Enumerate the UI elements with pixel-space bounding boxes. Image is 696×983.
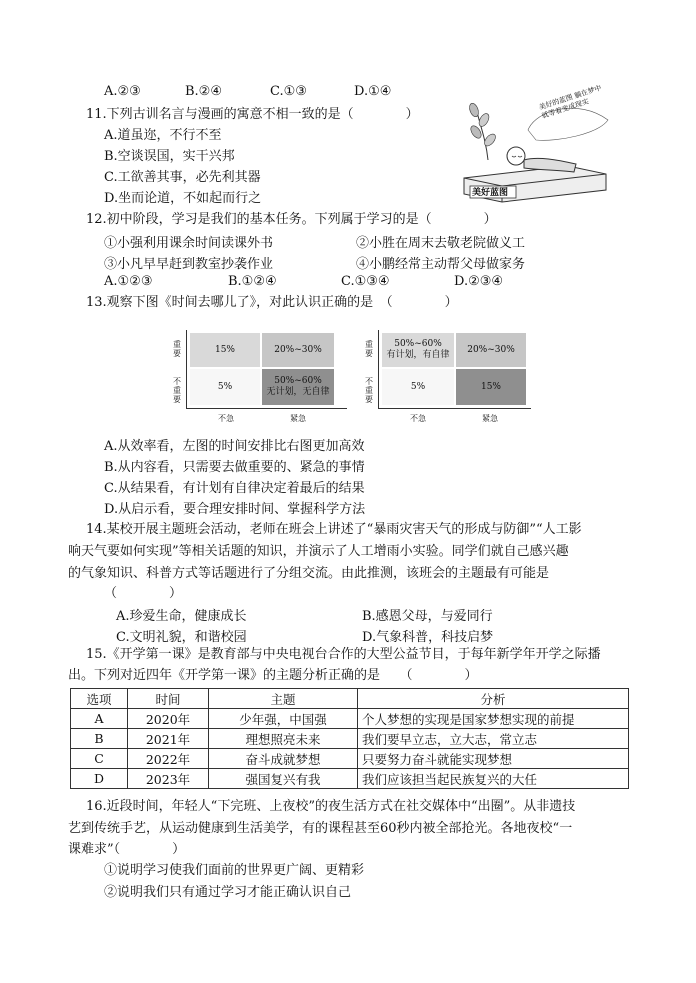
left-x-left-label: 不急 — [218, 414, 234, 423]
left-y-bottom-label: 不重要 — [173, 377, 181, 404]
cell-year: 2023年 — [128, 769, 209, 789]
left-cell-important-urgent: 20%~30% — [262, 333, 334, 367]
q10-option-a[interactable]: A.②③ — [104, 84, 141, 99]
right-cell-important-urgent: 20%~30% — [456, 333, 526, 367]
cell-analysis: 我们要早立志，立大志，常立志 — [358, 729, 629, 749]
q14-line-1: 14.某校开展主题班会活动，老师在班会上讲述了“暴雨灾害天气的形成与防御”“人工影 — [86, 522, 582, 537]
cell-option: C — [71, 749, 128, 769]
table-row — [71, 709, 629, 729]
q11-option-d[interactable]: D.坐而论道，不如起而行之 — [104, 191, 262, 206]
q16-line-2: 艺到传统手艺，从运动健康到生活美学，有的课程甚至60秒内被全部抢光。各地夜校“一 — [68, 821, 573, 836]
q12-option-a[interactable]: A.①②③ — [104, 274, 153, 289]
q14-option-c[interactable]: C.文明礼貌，和谐校园 — [116, 630, 247, 645]
q10-option-d[interactable]: D.①④ — [354, 84, 392, 99]
q16-item-2: ②说明我们只有通过学习才能正确认识自己 — [104, 885, 352, 900]
right-cell-unimportant-not-urgent: 5% — [382, 369, 454, 405]
q13-option-b[interactable]: B.从内容看，只需要去做重要的、紧急的事情 — [104, 460, 365, 475]
q11-option-b[interactable]: B.空谈误国，实干兴邦 — [104, 149, 235, 164]
table-row — [71, 749, 629, 769]
right-y-bottom-label: 不重要 — [365, 377, 373, 404]
q14-option-d[interactable]: D.气象科普，科技启梦 — [362, 630, 494, 645]
q15-table — [70, 688, 629, 789]
right-cell-important-not-urgent: 50%~60% 有计划，有自律 — [382, 333, 454, 367]
q13-option-d[interactable]: D.从启示看，要合理安排时间、掌握科学方法 — [104, 502, 366, 517]
table-row — [71, 769, 629, 789]
q15-line-1: 15.《开学第一课》是教育部与中央电视台合作的大型公益节目，于每年新学年开学之际播 — [86, 647, 601, 662]
header-option: 选项 — [71, 689, 128, 709]
q12-item-3: ③小凡早早赶到教室抄袭作业 — [104, 257, 274, 272]
q10-option-c[interactable]: C.①③ — [270, 84, 307, 99]
cell-analysis: 个人梦想的实现是国家梦想实现的前提 — [358, 709, 629, 729]
cell-theme: 理想照亮未来 — [209, 729, 358, 749]
q16-line-3: 课难求”（ ） — [68, 842, 186, 857]
header-analysis: 分析 — [358, 689, 629, 709]
q14-line-4: （ ） — [104, 586, 183, 601]
cell-analysis: 我们应该担当起民族复兴的大任 — [358, 769, 629, 789]
q11-option-c[interactable]: C.工欲善其事，必先利其器 — [104, 170, 261, 185]
left-x-right-label: 紧急 — [290, 414, 306, 423]
cell-theme: 强国复兴有我 — [209, 769, 358, 789]
cell-theme: 少年强，中国强 — [209, 709, 358, 729]
q13-option-c[interactable]: C.从结果看，有计划有自律决定着最后的结果 — [104, 481, 365, 496]
cell-option: A — [71, 709, 128, 729]
q12-option-c[interactable]: C.①③④ — [341, 274, 390, 289]
left-cell-unimportant-not-urgent: 5% — [190, 369, 260, 405]
cell-analysis: 只要努力奋斗就能实现梦想 — [358, 749, 629, 769]
right-cell-unimportant-urgent: 15% — [456, 369, 526, 405]
q16-item-1: ①说明学习使我们面前的世界更广阔、更精彩 — [104, 863, 365, 878]
q11-option-a[interactable]: A.道虽迩，不行不至 — [104, 128, 222, 143]
right-y-top-label: 重要 — [365, 340, 373, 358]
q11-stem: 11.下列古训名言与漫画的寓意不相一致的是（ ） — [86, 107, 419, 122]
q12-item-1: ①小强利用课余时间读课外书 — [104, 236, 274, 251]
q14-line-3: 的气象知识、科普方式等话题进行了分组交流。由此推测，该班会的主题最有可能是 — [68, 566, 550, 581]
q16-line-1: 16.近段时间，年轻人“下完班、上夜校”的夜生活方式在社交媒体中“出圈”。从非遗技 — [86, 799, 576, 814]
q12-item-2: ②小胜在周末去敬老院做义工 — [356, 236, 526, 251]
right-x-left-label: 不急 — [410, 414, 426, 423]
cell-option: B — [71, 729, 128, 749]
cell-option: D — [71, 769, 128, 789]
cartoon-illustration — [458, 83, 618, 205]
left-cell-unimportant-urgent: 50%~60% 无计划，无自律 — [262, 369, 334, 405]
table-row — [71, 729, 629, 749]
cartoon-caption: 美好蓝图 — [472, 188, 509, 198]
q12-stem: 12.初中阶段，学习是我们的基本任务。下列属于学习的是（ ） — [86, 212, 497, 227]
q10-option-b[interactable]: B.②④ — [185, 84, 222, 99]
right-x-right-label: 紧急 — [482, 414, 498, 423]
cartoon-speech: 美好的蓝图 躺在梦中就等着变成现实 — [538, 83, 603, 121]
q13-option-a[interactable]: A.从效率看，左图的时间安排比右图更加高效 — [104, 439, 365, 454]
q12-option-b[interactable]: B.①②④ — [228, 274, 277, 289]
q14-option-b[interactable]: B.感恩父母，与爱同行 — [362, 609, 493, 624]
header-theme: 主题 — [209, 689, 358, 709]
left-y-top-label: 重要 — [173, 340, 181, 358]
cell-theme: 奋斗成就梦想 — [209, 749, 358, 769]
q12-item-4: ④小鹏经常主动帮父母做家务 — [356, 257, 526, 272]
q14-option-a[interactable]: A.珍爱生命，健康成长 — [116, 609, 247, 624]
header-year: 时间 — [128, 689, 209, 709]
table-header-row — [71, 689, 629, 709]
q13-stem: 13.观察下图《时间去哪儿了》，对此认识正确的是 （ ） — [86, 295, 458, 310]
cell-year: 2021年 — [128, 729, 209, 749]
left-cell-important-not-urgent: 15% — [190, 333, 260, 367]
q14-line-2: 响天气要如何实现”等相关话题的知识，并演示了人工增雨小实验。同学们就自己感兴趣 — [68, 544, 569, 559]
cell-year: 2020年 — [128, 709, 209, 729]
q15-line-2: 出。下列对近四年《开学第一课》的主题分析正确的是 （ ） — [68, 668, 478, 683]
q12-option-d[interactable]: D.②③④ — [454, 274, 504, 289]
cell-year: 2022年 — [128, 749, 209, 769]
